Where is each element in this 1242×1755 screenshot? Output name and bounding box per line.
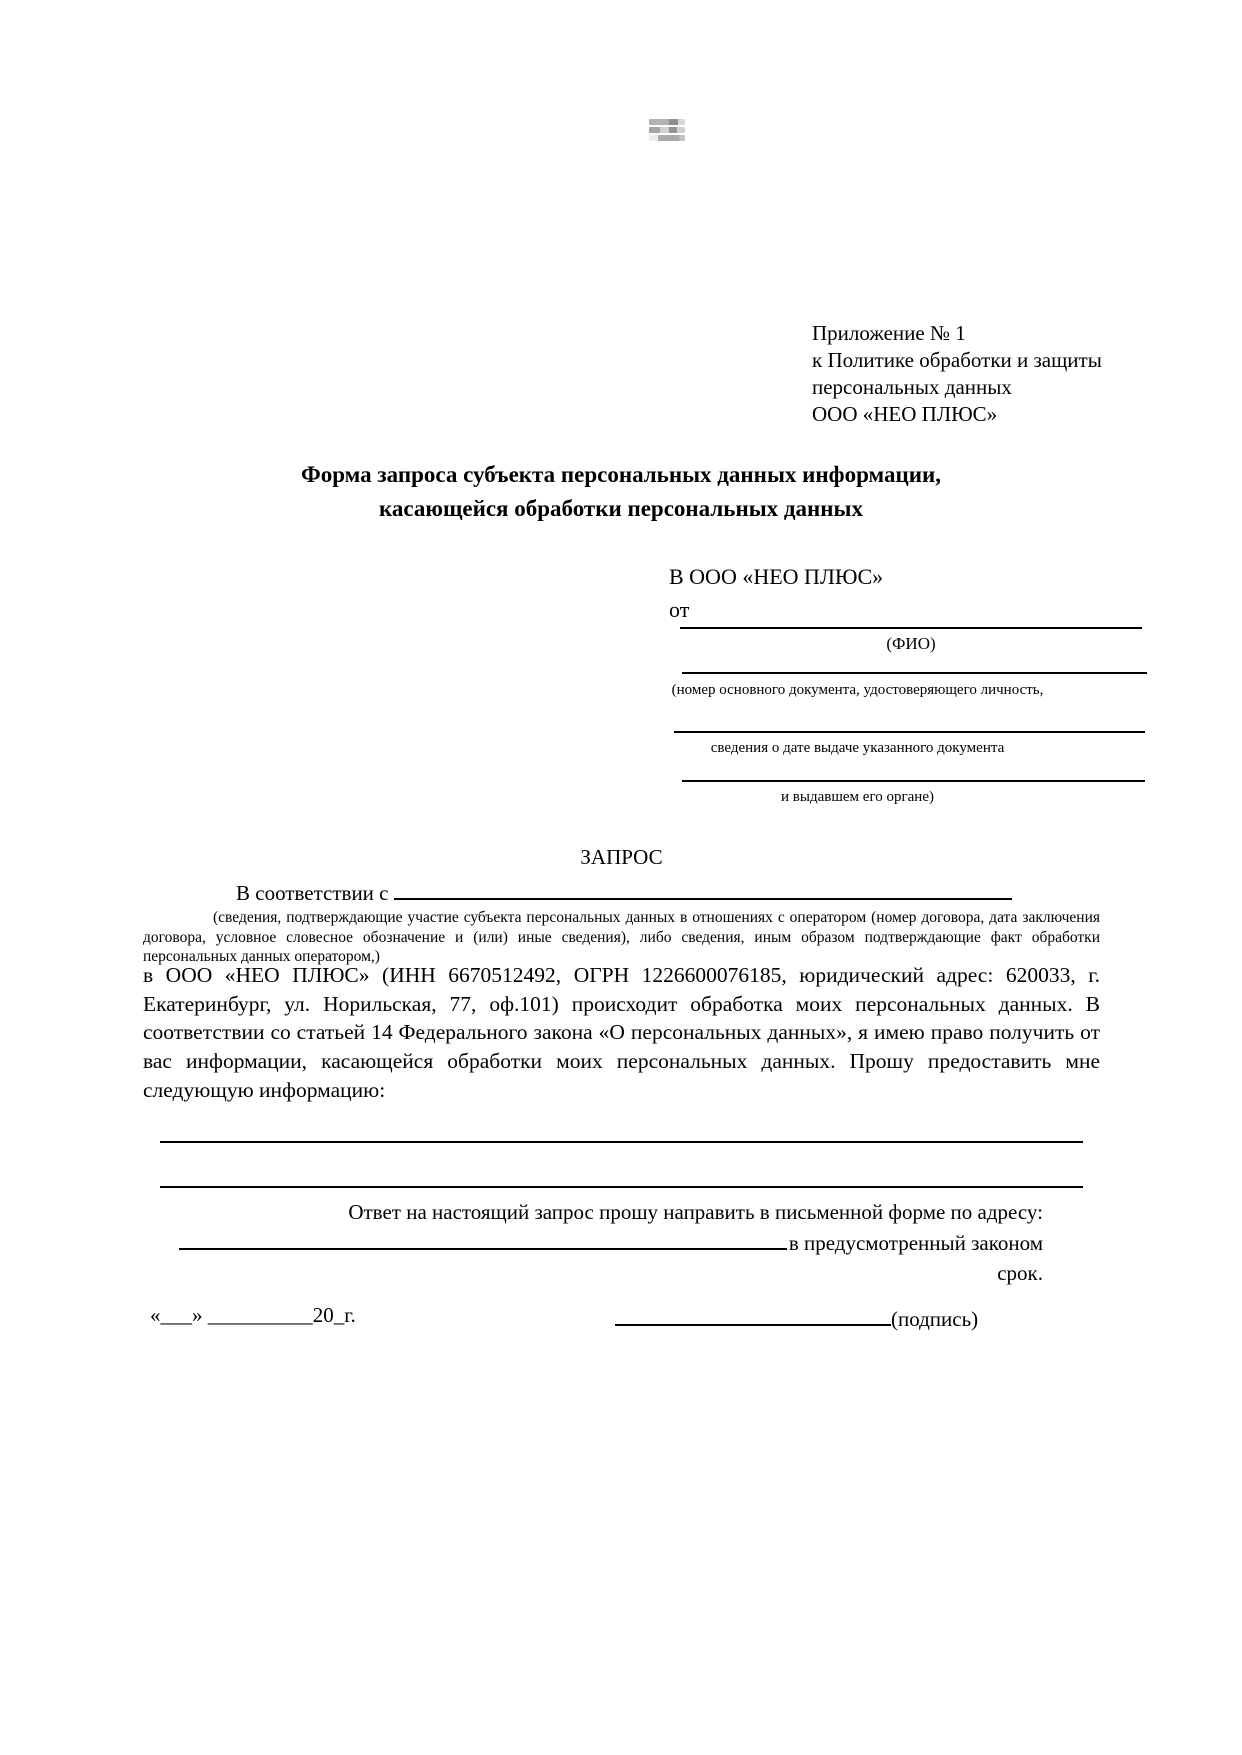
signature-caption: (подпись)	[891, 1307, 979, 1331]
logo-stripe	[649, 135, 685, 141]
recipient-block	[669, 560, 883, 626]
title-line-2: касающейся обработки персональных данных	[378, 496, 864, 521]
date-line: «___» __________20_г.	[150, 1303, 356, 1327]
document-number-field-line	[682, 672, 1147, 674]
request-note: (сведения, подтверждающие участие субъекта персональных данных в отношениях с оператором (номер договора, дата заключения договора, условное словесное обозначение и (или) иные сведения), либо сведения, иным образом подтверждающие факт обработки персональных данных оператором,)	[143, 909, 1100, 965]
info-blank-line-1	[160, 1141, 1083, 1143]
annex-line: персональных данных	[812, 375, 1012, 399]
request-body: в ООО «НЕО ПЛЮС» (ИНН 6670512492, ОГРН 1226600076185, юридический адрес: 620033, г. Екатеринбург, ул. Норильская, 77, оф.101) происходит обработка моих персональных данных. В соответствии со статьей 14 Федерального закона «О персональных данных», я имею право получить от вас информации, касающейся обработки моих персональных данных. Прошу предоставить мне следующую информацию:	[143, 963, 1100, 1102]
document-title	[0, 458, 1242, 526]
signature-blank-line	[615, 1303, 891, 1326]
issuer-caption: и выдавшем его органе)	[781, 789, 934, 805]
annex-line: ООО «НЕО ПЛЮС»	[812, 402, 998, 426]
document-number-caption: (номер основного документа, удостоверяющего личность,	[671, 682, 1044, 698]
annex-block	[812, 320, 1102, 428]
annex-line: к Политике обработки и защиты	[812, 348, 1102, 372]
recipient-from: от	[669, 597, 690, 622]
address-blank-line	[179, 1227, 787, 1250]
reply-tail: в предусмотренный законом срок.	[788, 1231, 1043, 1285]
issue-date-field-line	[674, 731, 1145, 733]
reply-line: Ответ на настоящий запрос прошу направить в письменной форме по адресу:	[348, 1200, 1043, 1224]
fio-caption: (ФИО)	[886, 634, 936, 653]
fio-field-line	[680, 627, 1142, 629]
logo-stripe	[649, 119, 685, 125]
request-intro-text: В соответствии с	[236, 881, 389, 905]
annex-line: Приложение № 1	[812, 321, 966, 345]
signature-row	[615, 1303, 978, 1332]
title-line-1: Форма запроса субъекта персональных данных информации,	[300, 462, 942, 487]
basis-blank-line	[394, 877, 1012, 900]
reply-address-row	[143, 1227, 1043, 1288]
logo-stripe	[649, 127, 685, 133]
info-blank-line-2	[160, 1186, 1083, 1188]
reply-paragraph	[143, 1197, 1043, 1288]
recipient-to: В ООО «НЕО ПЛЮС»	[669, 564, 884, 589]
issuer-field-line	[682, 780, 1145, 782]
request-intro-line	[143, 877, 1100, 906]
issue-date-caption: сведения о дате выдаче указанного документа	[710, 740, 1005, 756]
blurred-logo-icon	[649, 119, 685, 149]
request-heading: ЗАПРОС	[580, 845, 663, 869]
